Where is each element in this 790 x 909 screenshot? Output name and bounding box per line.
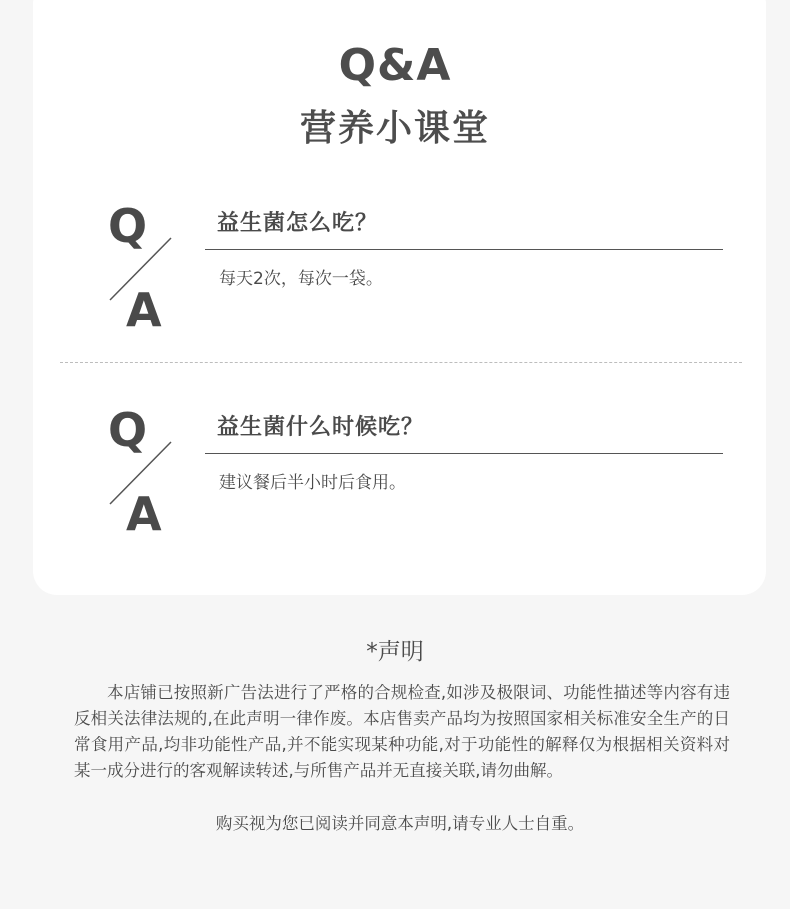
a-letter: A [126,283,162,337]
notice-body: 本店铺已按照新广告法进行了严格的合规检查,如涉及极限词、功能性描述等内容有违反相关法律法规的,在此声明一律作废。本店售卖产品均为按照国家相关标准安全生产的日常食用产品,均非功能性产品,并不能实现某种功能,对于功能性的解释仅为根据相关资料对某一成分进行的客观解读转述,与所售产品并无直接关联,请勿曲解。 [74,683,730,780]
question-underline [205,249,723,250]
question-text: 益生菌什么时候吃？ [217,415,425,440]
q-letter: Q [108,199,148,253]
answer-text: 每天2次，每次一袋。 [219,269,383,289]
question-underline [205,453,723,454]
a-letter: A [126,487,162,541]
answer-text: 建议餐后半小时后食用。 [219,473,406,493]
qa-item [0,404,790,554]
notice-title: *声明 [366,639,424,665]
notice-footer: 购买视为您已阅读并同意本声明,请专业人士自重。 [215,814,585,833]
dashed-divider [60,362,742,363]
page-title-en: Q&A [338,40,452,91]
question-text: 益生菌怎么吃？ [217,211,379,236]
page-title-cn: 营养小课堂 [299,108,490,149]
qa-item [0,200,790,350]
q-letter: Q [108,403,148,457]
